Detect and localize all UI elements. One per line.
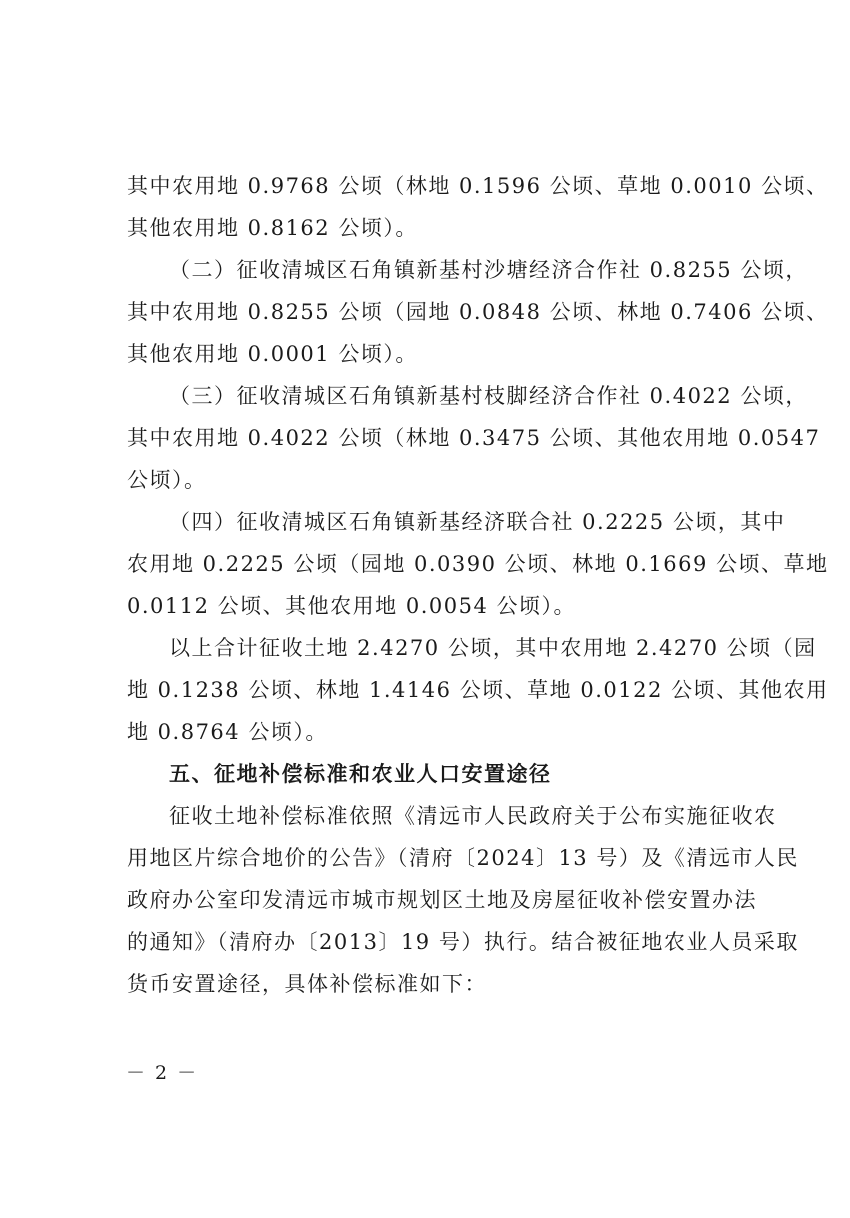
text-line: 地 0.1238 公顷、林地 1.4146 公顷、草地 0.0122 公顷、其他农用	[127, 678, 829, 702]
text-line: 公顷）。	[127, 468, 207, 492]
paragraph-total: 以上合计征收土地 2.4270 公顷，其中农用地 2.4270 公顷（园	[169, 636, 817, 660]
text-line: 其中农用地 0.9768 公顷（林地 0.1596 公顷、草地 0.0010 公顷、	[127, 174, 829, 198]
text-line: 农用地 0.2225 公顷（园地 0.0390 公顷、林地 0.1669 公顷、草地	[127, 552, 829, 576]
paragraph-item-4: （四）征收清城区石角镇新基经济联合社 0.2225 公顷，其中	[169, 510, 786, 534]
text-line: 的通知》（清府办〔2013〕19 号）执行。结合被征地农业人员采取	[127, 930, 799, 954]
paragraph-compensation: 征收土地补偿标准依照《清远市人民政府关于公布实施征收农	[169, 804, 777, 828]
text-line: 地 0.8764 公顷）。	[127, 720, 328, 744]
text-line: 其他农用地 0.0001 公顷）。	[127, 342, 418, 366]
paragraph-item-2: （二）征收清城区石角镇新基村沙塘经济合作社 0.8255 公顷，	[169, 258, 808, 282]
text-line: 货币安置途径，具体补偿标准如下：	[127, 972, 487, 996]
text-line: 其中农用地 0.4022 公顷（林地 0.3475 公顷、其他农用地 0.0547	[127, 426, 821, 450]
text-line: 政府办公室印发清远市城市规划区土地及房屋征收补偿安置办法	[127, 888, 757, 912]
paragraph-item-3: （三）征收清城区石角镇新基村枝脚经济合作社 0.4022 公顷，	[169, 384, 808, 408]
text-line: 用地区片综合地价的公告》（清府〔2024〕13 号）及《清远市人民	[127, 846, 799, 870]
page-number: － 2 －	[126, 1062, 199, 1084]
text-line: 其他农用地 0.8162 公顷）。	[127, 216, 418, 240]
section-heading: 五、征地补偿标准和农业人口安置途径	[169, 762, 552, 786]
text-line: 0.0112 公顷、其他农用地 0.0054 公顷）。	[127, 594, 576, 618]
text-line: 其中农用地 0.8255 公顷（园地 0.0848 公顷、林地 0.7406 公顷、	[127, 300, 829, 324]
